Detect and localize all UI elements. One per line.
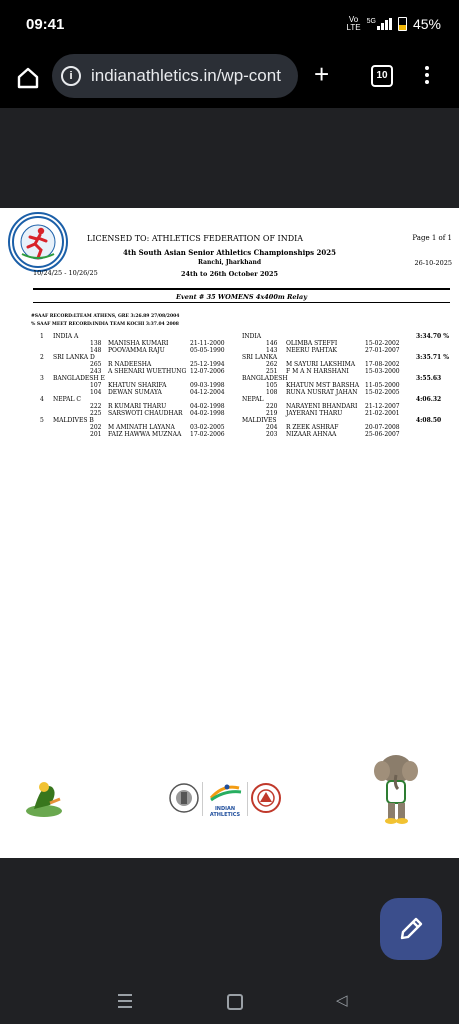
site-info-icon[interactable]: i bbox=[61, 66, 81, 86]
event-title: Event # 35 WOMENS 4x400m Relay bbox=[176, 293, 307, 301]
athlete-bib: 225 bbox=[90, 410, 102, 417]
athlete-name: F M A N HARSHANI bbox=[286, 368, 349, 375]
athlete-dob: 21-02-2001 bbox=[365, 410, 400, 417]
jharkhand-logo bbox=[250, 782, 282, 814]
athlete-name: SARSWOTI CHAUDHAR bbox=[108, 410, 183, 417]
athlete-name: OLIMBA STEFFI bbox=[286, 340, 338, 347]
result-position: 1 bbox=[40, 333, 44, 340]
athlete-bib: 148 bbox=[90, 347, 102, 354]
athlete-dob: 03-02-2005 bbox=[190, 424, 225, 431]
team-country: MALDIVES bbox=[242, 417, 277, 424]
page-number: Page 1 of 1 bbox=[412, 234, 452, 242]
signal-icon bbox=[367, 18, 392, 30]
saaf-record: #SAAF RECORD:LTEAM ATHENS, GRE 3:26.89 27/08/2004 bbox=[31, 314, 180, 319]
athlete-bib: 219 bbox=[266, 410, 278, 417]
athlete-bib: 138 bbox=[90, 340, 102, 347]
more-menu-icon[interactable] bbox=[425, 66, 429, 87]
athlete-dob: 15-02-2002 bbox=[365, 340, 400, 347]
back-icon[interactable]: ◁ bbox=[336, 991, 348, 1009]
athlete-dob: 12-07-2006 bbox=[190, 368, 225, 375]
athlete-bib: 203 bbox=[266, 431, 278, 438]
result-time: 4:08.50 bbox=[416, 417, 442, 424]
athlete-bib: 143 bbox=[266, 347, 278, 354]
venue-city: Ranchi, Jharkhand bbox=[197, 259, 262, 266]
athlete-bib: 107 bbox=[90, 382, 102, 389]
athlete-dob: 25-12-1994 bbox=[190, 361, 225, 368]
athlete-name: POOVAMMA RAJU bbox=[108, 347, 165, 354]
system-nav-bar bbox=[0, 980, 459, 1024]
athlete-bib: 220 bbox=[266, 403, 278, 410]
recents-icon[interactable] bbox=[118, 994, 132, 1012]
url-text[interactable]: indianathletics.in/wp-cont bbox=[91, 66, 281, 85]
athlete-bib: 262 bbox=[266, 361, 278, 368]
status-time: 09:41 bbox=[26, 16, 65, 33]
athlete-bib: 222 bbox=[90, 403, 102, 410]
status-bar bbox=[0, 0, 459, 50]
athlete-name: KHATUN MST BARSHA bbox=[286, 382, 360, 389]
athlete-name: R NADEESHA bbox=[108, 361, 152, 368]
athlete-dob: 21-12-2007 bbox=[365, 403, 400, 410]
team-name: NEPAL C bbox=[53, 396, 81, 403]
athlete-dob: 25-06-2007 bbox=[365, 431, 400, 438]
report-date: 26-10-2025 bbox=[414, 259, 452, 267]
results-document bbox=[0, 208, 459, 858]
government-emblem-logo bbox=[168, 782, 200, 814]
athlete-dob: 17-02-2006 bbox=[190, 431, 225, 438]
result-position: 4 bbox=[40, 396, 44, 403]
page-top-background bbox=[0, 108, 459, 208]
volte-icon: Vo LTE bbox=[346, 15, 361, 32]
team-country: BANGLADESH bbox=[242, 375, 288, 382]
pencil-icon bbox=[380, 898, 442, 960]
battery-icon bbox=[398, 17, 407, 31]
meet-record: % SAAF MEET RECORD:INDIA TEAM KOCHI 3:37.04 2008 bbox=[31, 322, 179, 327]
athlete-dob: 04-02-1998 bbox=[190, 410, 225, 417]
athlete-bib: 251 bbox=[266, 368, 278, 375]
athlete-name: RUNA NUSRAT JAHAN bbox=[286, 389, 358, 396]
tab-switcher-button[interactable]: 10 bbox=[371, 65, 393, 87]
athlete-bib: 265 bbox=[90, 361, 102, 368]
athlete-bib: 243 bbox=[90, 368, 102, 375]
athlete-dob: 04-02-1998 bbox=[190, 403, 225, 410]
team-name: INDIA A bbox=[53, 333, 79, 340]
address-bar[interactable] bbox=[52, 54, 298, 98]
athlete-name: R KUMARI THARU bbox=[108, 403, 167, 410]
athlete-bib: 146 bbox=[266, 340, 278, 347]
athlete-dob: 21-11-2000 bbox=[190, 340, 225, 347]
athlete-dob: 15-03-2000 bbox=[365, 368, 400, 375]
result-time: 3:55.63 bbox=[416, 375, 442, 382]
athlete-dob: 05-05-1990 bbox=[190, 347, 225, 354]
divider bbox=[33, 288, 450, 290]
battery-percent: 45% bbox=[412, 16, 441, 32]
result-position: 3 bbox=[40, 375, 44, 382]
fiveg-label: 5G bbox=[366, 18, 376, 25]
championship-title: 4th South Asian Senior Athletics Championships 2025 bbox=[123, 248, 336, 257]
license-header: LICENSED TO: ATHLETICS FEDERATION OF INDIA bbox=[87, 234, 304, 243]
athlete-name: A SHENARI WUETHUNG bbox=[108, 368, 187, 375]
status-icons bbox=[347, 16, 441, 32]
athlete-dob: 15-02-2005 bbox=[365, 389, 400, 396]
athlete-name: FAIZ HAWWA MUZNAA bbox=[108, 431, 182, 438]
date-range: 10/24/25 - 10/26/25 bbox=[33, 269, 98, 277]
divider bbox=[33, 302, 450, 303]
team-country: NEPAL bbox=[242, 396, 264, 403]
athlete-name: M SAYURI LAKSHIMA bbox=[286, 361, 356, 368]
team-name: MALDIVES B bbox=[53, 417, 94, 424]
athlete-name: DEWAN SUMAYA bbox=[108, 389, 162, 396]
result-position: 5 bbox=[40, 417, 44, 424]
athlete-dob: 04-12-2004 bbox=[190, 389, 225, 396]
athlete-dob: 17-08-2002 bbox=[365, 361, 400, 368]
elephant-mascot-logo bbox=[372, 751, 420, 825]
team-name: SRI LANKA D bbox=[53, 354, 95, 361]
indian-athletics-swoosh bbox=[203, 782, 247, 802]
indian-athletics-text: INDIAN ATHLETICS bbox=[209, 806, 241, 818]
team-name: BANGLADESH E bbox=[53, 375, 105, 382]
home-icon[interactable] bbox=[14, 64, 42, 92]
browser-toolbar bbox=[0, 50, 459, 108]
athlete-name: NIZAAR AHNAA bbox=[286, 431, 337, 438]
athlete-name: M AMINATH LAYANA bbox=[108, 424, 175, 431]
athlete-bib: 105 bbox=[266, 382, 278, 389]
athlete-dob: 11-05-2000 bbox=[365, 382, 400, 389]
athlete-bib: 202 bbox=[90, 424, 102, 431]
new-tab-button[interactable]: + bbox=[314, 59, 330, 89]
athlete-name: MANISHA KUMARI bbox=[108, 340, 169, 347]
result-position: 2 bbox=[40, 354, 44, 361]
team-country: INDIA bbox=[242, 333, 262, 340]
athlete-name: R ZEEK ASHRAF bbox=[286, 424, 339, 431]
result-time: 3:35.71 % bbox=[416, 354, 449, 361]
athlete-name: JAYERANI THARU bbox=[286, 410, 343, 417]
indian-athletics-logo bbox=[202, 782, 248, 816]
event-period: 24th to 26th October 2025 bbox=[180, 270, 279, 278]
athlete-bib: 201 bbox=[90, 431, 102, 438]
home-nav-icon[interactable] bbox=[227, 994, 243, 1010]
athlete-bib: 204 bbox=[266, 424, 278, 431]
mascot-left-logo bbox=[22, 773, 66, 821]
result-time: 3:34.70 % bbox=[416, 333, 449, 340]
athlete-name: NARAYENI BHANDARI bbox=[286, 403, 358, 410]
athlete-name: NEERU PAHTAK bbox=[286, 347, 338, 354]
edit-fab-button[interactable] bbox=[380, 898, 442, 960]
athlete-dob: 27-01-2007 bbox=[365, 347, 400, 354]
athlete-name: KHATUN SHARIFA bbox=[108, 382, 167, 389]
athlete-dob: 09-03-1998 bbox=[190, 382, 225, 389]
team-country: SRI LANKA bbox=[242, 354, 278, 361]
athlete-bib: 108 bbox=[266, 389, 278, 396]
athlete-dob: 20-07-2008 bbox=[365, 424, 400, 431]
athlete-bib: 104 bbox=[90, 389, 102, 396]
result-time: 4:06.32 bbox=[416, 396, 442, 403]
